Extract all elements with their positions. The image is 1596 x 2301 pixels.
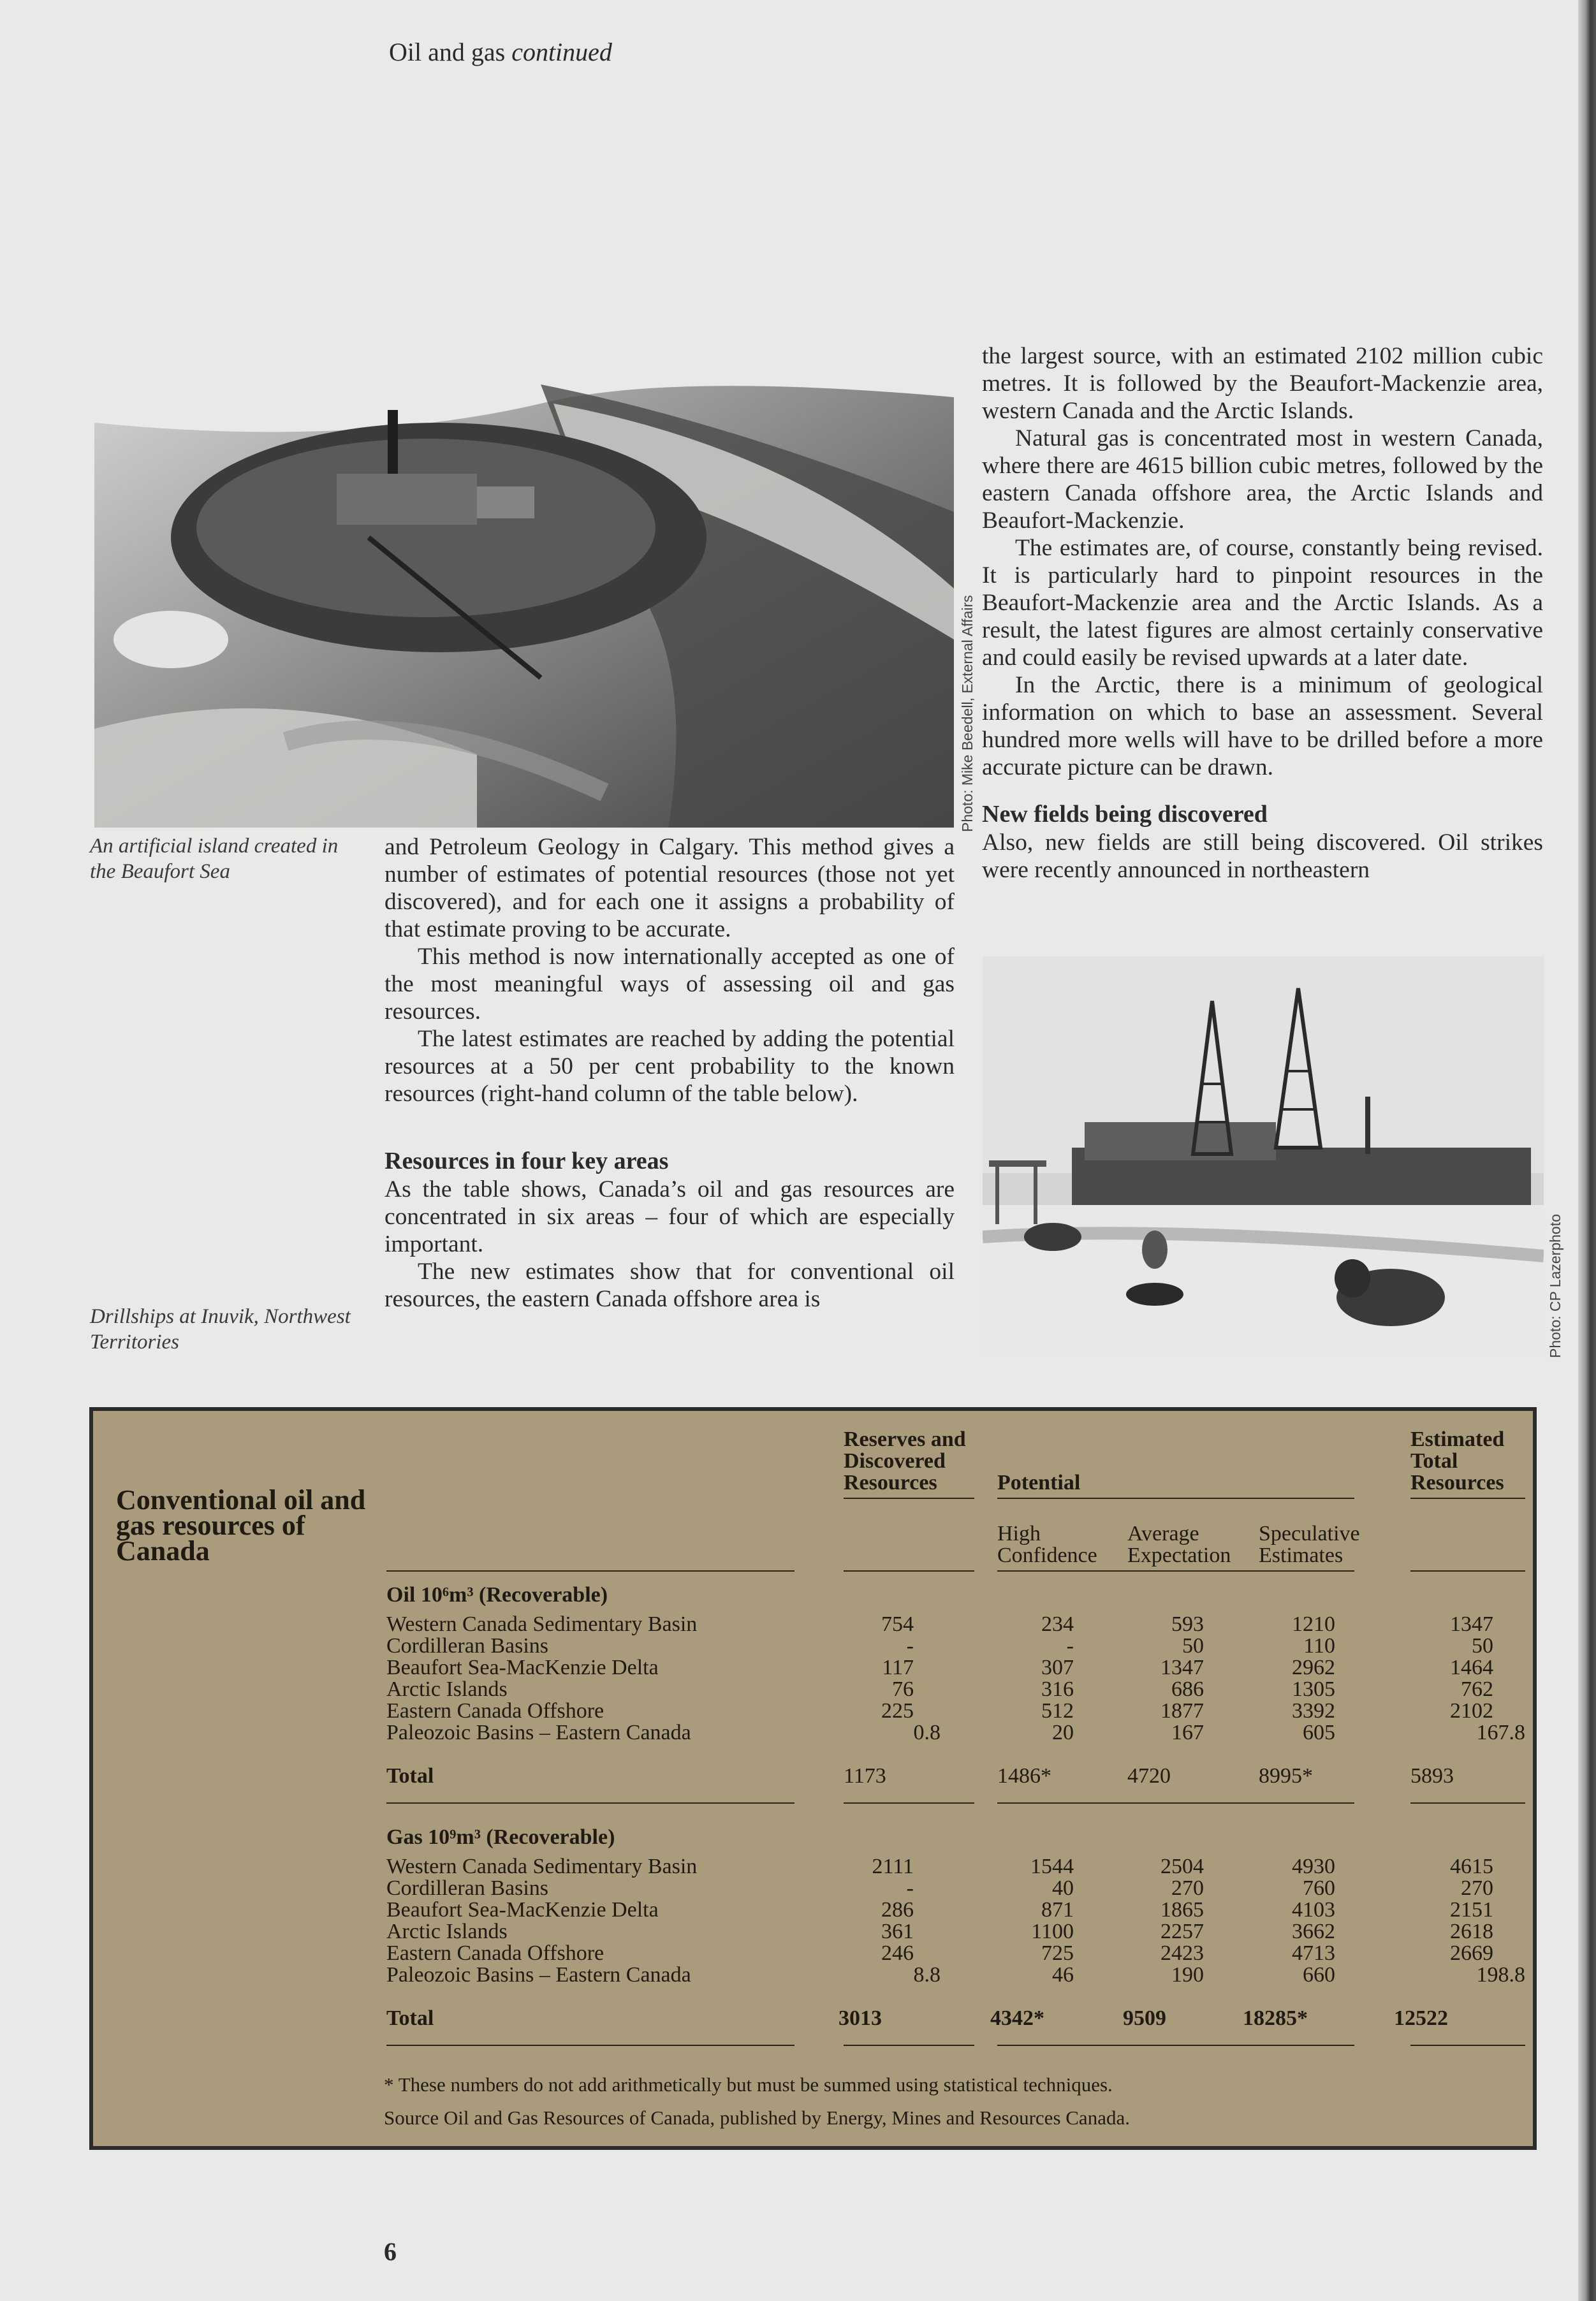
- table-cell: 1210: [1292, 1612, 1335, 1636]
- right-heading-new-fields: New fields being discovered: [982, 801, 1268, 828]
- mid-paragraph-4: As the table shows, Canada’s oil and gas resources are concentrated in six areas – four of which are especially important.: [384, 1176, 955, 1257]
- resources-table-box: [89, 1407, 1537, 2150]
- oil-total-high: 1486*: [997, 1764, 1051, 1788]
- table-row-label: Cordilleran Basins: [386, 1876, 549, 1900]
- oil-total-reserves: 1173: [844, 1764, 886, 1788]
- table-cell: 270: [1171, 1876, 1204, 1900]
- header-average-expectation: Average Expectation: [1127, 1522, 1231, 1567]
- table-cell: 167.8: [1476, 1721, 1525, 1744]
- artificial-island-photo: [94, 346, 954, 828]
- running-head-italic: continued: [511, 38, 612, 66]
- table-row-label: Western Canada Sedimentary Basin: [386, 1612, 698, 1636]
- middle-column: [384, 833, 955, 1313]
- gas-total-label: Total: [386, 2006, 434, 2030]
- table-cell: 1347: [1160, 1656, 1204, 1679]
- table-cell: 512: [1041, 1699, 1074, 1723]
- oil-section-heading: Oil 10⁶m³ (Recoverable): [386, 1583, 608, 1607]
- table-cell: -: [1066, 1634, 1074, 1658]
- mid-heading-resources: Resources in four key areas: [384, 1148, 669, 1174]
- table-row-label: Paleozoic Basins – Eastern Canada: [386, 1963, 691, 1987]
- table-row-label: Arctic Islands: [386, 1677, 508, 1701]
- table-cell: 198.8: [1476, 1963, 1525, 1987]
- table-cell: 760: [1303, 1876, 1335, 1900]
- table-cell: 2257: [1160, 1920, 1204, 1943]
- table-cell: 2618: [1450, 1920, 1493, 1943]
- photo2-caption: Drillships at Inuvik, Northwest Territories: [90, 1305, 351, 1354]
- drillships-image: [983, 956, 1544, 1357]
- right-column: [982, 342, 1543, 884]
- table-row-label: Arctic Islands: [386, 1920, 508, 1943]
- table-cell: 4103: [1292, 1898, 1335, 1922]
- header-reserves: Reserves and Discovered Resources: [844, 1428, 966, 1494]
- table-cell: 50: [1472, 1634, 1493, 1658]
- oil-total-label: Total: [386, 1764, 434, 1788]
- oil-total-column: [1410, 1612, 1525, 1744]
- mid-paragraph-5: The new estimates show that for conventional oil resources, the eastern Canada offshore area is: [384, 1259, 955, 1312]
- table-cell: 50: [1182, 1634, 1204, 1658]
- table-cell: 46: [1052, 1963, 1074, 1987]
- gas-total-average: 9509: [1123, 2006, 1166, 2030]
- table-cell: 2151: [1450, 1898, 1493, 1922]
- table-cell: -: [906, 1634, 914, 1658]
- gas-row-labels: [386, 1856, 794, 1986]
- mid-paragraph-3: The latest estimates are reached by adding the potential resources at a 50 per cent probability to the known resources (right-hand column of the table below).: [384, 1026, 955, 1107]
- table-cell: 316: [1041, 1677, 1074, 1701]
- table-cell: 754: [881, 1612, 914, 1636]
- table-cell: 307: [1041, 1656, 1074, 1679]
- table-row-label: Beaufort Sea-MacKenzie Delta: [386, 1656, 659, 1679]
- gas-total-high: 4342*: [990, 2006, 1044, 2030]
- table-row-label: Cordilleran Basins: [386, 1634, 549, 1658]
- table-cell: -: [906, 1876, 914, 1900]
- gas-average-column: [1127, 1856, 1204, 1986]
- table-cell: 762: [1461, 1677, 1493, 1701]
- table-row-label: Western Canada Sedimentary Basin: [386, 1855, 698, 1878]
- table-cell: 117: [882, 1656, 914, 1679]
- header-estimated: Estimated Total Resources: [1410, 1428, 1505, 1494]
- table-cell: 2102: [1450, 1699, 1493, 1723]
- gas-reserves-column: [844, 1855, 941, 1987]
- table-cell: 2111: [872, 1855, 914, 1878]
- table-cell: 686: [1171, 1677, 1204, 1701]
- running-head-main: Oil and gas: [389, 38, 506, 66]
- rule-header-potential: [997, 1498, 1354, 1499]
- gas-total-reserves: 3013: [838, 2006, 882, 2030]
- table-row-label: Eastern Canada Offshore: [386, 1699, 604, 1723]
- table-cell: 40: [1052, 1876, 1074, 1900]
- resources-table: [93, 1411, 1533, 2146]
- gas-total-column: [1410, 1855, 1525, 1987]
- right-paragraph-5: Also, new fields are still being discovered. Oil strikes were recently announced in northeastern: [982, 829, 1543, 883]
- gas-total-speculative: 18285*: [1243, 2006, 1308, 2030]
- table-cell: 0.8: [913, 1721, 941, 1744]
- table-cell: 8.8: [913, 1963, 941, 1987]
- gas-section-heading: Gas 10⁹m³ (Recoverable): [386, 1825, 615, 1849]
- table-cell: 76: [892, 1677, 914, 1701]
- table-cell: 190: [1171, 1963, 1204, 1987]
- table-cell: 3392: [1292, 1699, 1335, 1723]
- table-cell: 4615: [1450, 1855, 1493, 1878]
- artificial-island-image: [94, 346, 954, 828]
- table-cell: 167: [1171, 1721, 1204, 1744]
- table-cell: 286: [881, 1898, 914, 1922]
- table-cell: 4713: [1292, 1941, 1335, 1965]
- table-cell: 2669: [1450, 1941, 1493, 1965]
- table-cell: 1464: [1450, 1656, 1493, 1679]
- oil-average-column: [1127, 1614, 1204, 1744]
- oil-high-column: [997, 1614, 1074, 1744]
- header-potential: Potential: [997, 1471, 1081, 1494]
- gas-total-estimated: 12522: [1394, 2006, 1448, 2030]
- photo2-credit: Photo: CP Lazerphoto: [1547, 1214, 1563, 1358]
- rule-header-estimated: [1410, 1498, 1525, 1499]
- right-paragraph-3: The estimates are, of course, constantly being revised. It is particularly hard to pinpoint resources in the Beaufort-Mackenzie area and the Arctic Islands. As a result, the latest figures are almost certainly conservative and could easily be revised upwards at a later date.: [982, 535, 1543, 671]
- table-cell: 871: [1041, 1898, 1074, 1922]
- drillships-photo: [983, 956, 1544, 1357]
- table-cell: 361: [881, 1920, 914, 1943]
- right-paragraph-1: the largest source, with an estimated 2102 million cubic metres. It is followed by the Beaufort-Mackenzie area, western Canada and the Arctic Islands.: [982, 343, 1543, 424]
- page-number: 6: [384, 2237, 397, 2266]
- oil-total-estimated: 5893: [1410, 1764, 1454, 1788]
- mid-paragraph-2: This method is now internationally accepted as one of the most meaningful ways of assessing oil and gas resources.: [384, 944, 955, 1025]
- rule-header-reserves: [844, 1498, 974, 1499]
- gas-speculative-column: [1259, 1856, 1335, 1986]
- table-cell: 225: [881, 1699, 914, 1723]
- page-edge-shadow: [1578, 0, 1596, 2301]
- oil-reserves-column: [844, 1612, 941, 1744]
- oil-speculative-column: [1259, 1614, 1335, 1744]
- table-cell: 270: [1461, 1876, 1493, 1900]
- table-cell: 605: [1303, 1721, 1335, 1744]
- table-cell: 1305: [1292, 1677, 1335, 1701]
- oil-total-average: 4720: [1127, 1764, 1171, 1788]
- table-cell: 2962: [1292, 1656, 1335, 1679]
- table-cell: 4930: [1292, 1855, 1335, 1878]
- table-cell: 2504: [1160, 1855, 1204, 1878]
- table-cell: 1877: [1160, 1699, 1204, 1723]
- table-row-label: Paleozoic Basins – Eastern Canada: [386, 1721, 691, 1744]
- right-paragraph-2: Natural gas is concentrated most in western Canada, where there are 4615 billion cubic metres, followed by the eastern Canada offshore area, the Arctic Islands and Beaufort-Mackenzie.: [982, 425, 1543, 534]
- photo1-caption: An artificial island created in the Beaufort Sea: [90, 835, 339, 883]
- table-cell: 20: [1052, 1721, 1074, 1744]
- table-cell: 246: [881, 1941, 914, 1965]
- table-cell: 2423: [1160, 1941, 1204, 1965]
- oil-total-speculative: 8995*: [1259, 1764, 1313, 1788]
- table-cell: 234: [1041, 1612, 1074, 1636]
- header-high-confidence: High Confidence: [997, 1522, 1097, 1567]
- table-source: Source Oil and Gas Resources of Canada, published by Energy, Mines and Resources Canada.: [384, 2107, 1130, 2129]
- gas-high-column: [997, 1856, 1074, 1986]
- table-cell: 593: [1171, 1612, 1204, 1636]
- oil-row-labels: [386, 1614, 794, 1744]
- table-row-label: Beaufort Sea-MacKenzie Delta: [386, 1898, 659, 1922]
- header-speculative-estimates: Speculative Estimates: [1259, 1522, 1360, 1567]
- table-row-label: Eastern Canada Offshore: [386, 1941, 604, 1965]
- table-cell: 1544: [1030, 1855, 1074, 1878]
- table-title: Conventional oil and gas resources of Canada: [116, 1484, 366, 1567]
- table-cell: 660: [1303, 1963, 1335, 1987]
- table-cell: 110: [1303, 1634, 1335, 1658]
- mid-paragraph-1: and Petroleum Geology in Calgary. This method gives a number of estimates of potential resources (those not yet discovered), and for each one it assigns a probability of that estimate proving to be accurate.: [384, 834, 955, 942]
- photo1-credit: Photo: Mike Beedell, External Affairs: [959, 595, 976, 832]
- table-cell: 3662: [1292, 1920, 1335, 1943]
- right-paragraph-4: In the Arctic, there is a minimum of geological information on which to base an assessment. Several hundred more wells will have to be drilled before a more accurate picture can be drawn.: [982, 672, 1543, 780]
- table-cell: 1347: [1450, 1612, 1493, 1636]
- table-cell: 1865: [1160, 1898, 1204, 1922]
- running-head: [389, 37, 612, 67]
- table-footnote: * These numbers do not add arithmetically but must be summed using statistical techniques.: [384, 2073, 1113, 2096]
- table-cell: 1100: [1031, 1920, 1074, 1943]
- table-cell: 725: [1041, 1941, 1074, 1965]
